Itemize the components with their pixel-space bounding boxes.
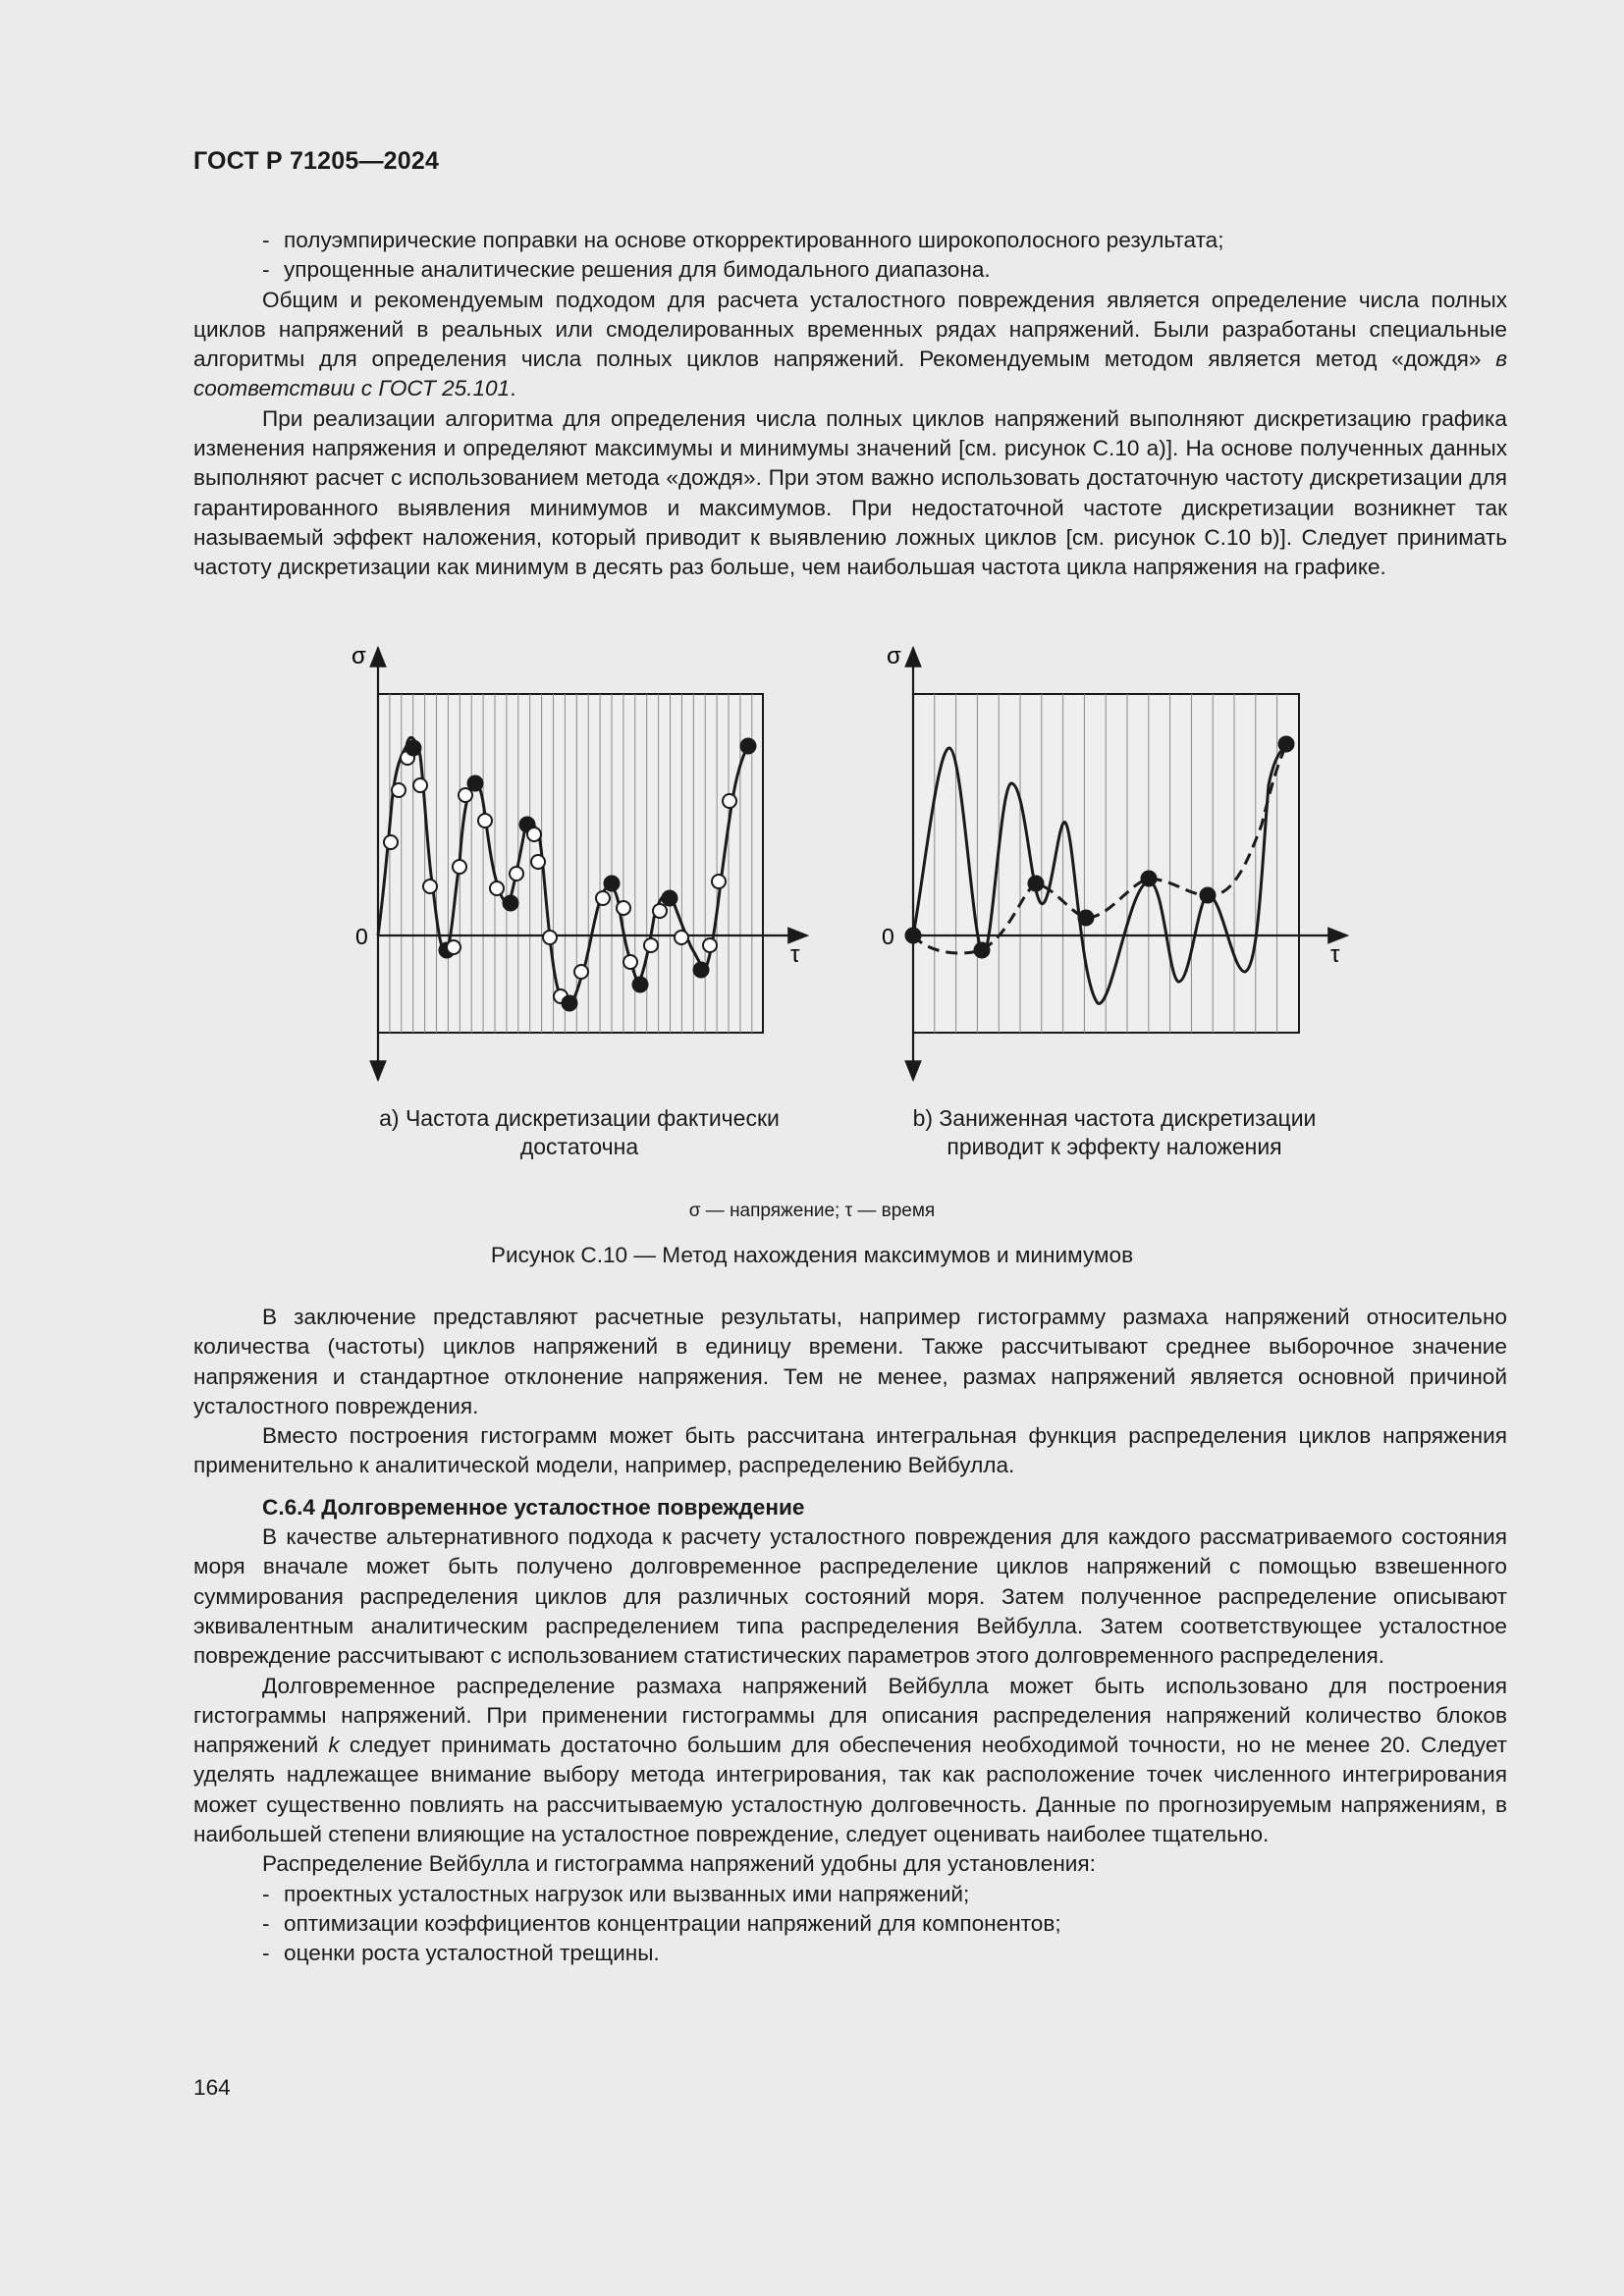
extremum-point (1201, 888, 1216, 903)
sample-point (459, 788, 472, 802)
sample-point (490, 881, 504, 895)
extremum-point (406, 741, 421, 756)
paragraph: В качестве альтернативного подхода к расчету усталостного повреждения для каждого рассматриваемого состояния моря вначале может быть получено долговременное распределение циклов напряжений с помощью взвешенного суммирования распределения циклов для различных состояний моря. Затем полученное распределение описывают эквивалентным аналитическим распределением типа распределения Вейбулла. Затем соответствующее усталостное повреждение рассчитывают с использованием статистических параметров этого долговременного распределения. (193, 1524, 1507, 1669)
extremum-point (1142, 872, 1157, 886)
list-item: - упрощенные аналитические решения для бимодального диапазона. (262, 257, 991, 283)
extremum-point (663, 891, 677, 906)
panel-a-tau-label: τ (790, 941, 800, 968)
chart-panel-a (352, 643, 807, 1080)
section-heading: С.6.4 Долговременное усталостное повреждение (262, 1494, 805, 1520)
extremum-point (906, 929, 921, 943)
sample-point (617, 901, 630, 915)
sample-point (675, 931, 688, 944)
sample-point (478, 814, 492, 828)
bottom-text-block (193, 1303, 1507, 1969)
extremum-point (563, 996, 577, 1011)
figure-title: Рисунок С.10 — Метод нахождения максимумов и минимумов (490, 1243, 1134, 1267)
sample-point (574, 965, 588, 979)
extremum-point (468, 776, 483, 791)
sample-point (453, 860, 466, 874)
list-item: - оценки роста усталостной трещины. (262, 1941, 660, 1966)
panel-b-origin-label: 0 (882, 924, 894, 949)
panel-b-tau-label: τ (1330, 941, 1340, 968)
sample-point (531, 855, 545, 869)
extremum-point (1279, 737, 1294, 752)
paragraph: Вместо построения гистограмм может быть рассчитана интегральная функция распределения циклов напряжения применительно к аналитической модели, например, распределению Вейбулла. (193, 1423, 1507, 1478)
paragraph: При реализации алгоритма для определения числа полных циклов напряжений выполняют дискретизацию графика изменения напряжения и определяют максимумы и минимумы значений [см. рисунок С.10 a)]. На основе полученных данных выполняют расчет с использованием метода «дождя». При этом важно использовать достаточную частоту дискретизации для гарантированного выявления минимумов и максимумов. При недостаточной частоте дискретизации возникнет так называемый эффект наложения, который приводит к выявлению ложных циклов [см. рисунок С.10 b)]. Следует принимать частоту дискретизации как минимум в десять раз больше, чем наибольшая частота цикла напряжения на графике. (193, 405, 1507, 580)
sample-point (447, 940, 460, 954)
list-item: - оптимизации коэффициентов концентрации напряжений для компонентов; (262, 1910, 1061, 1936)
list-item: - проектных усталостных нагрузок или вызванных ими напряжений; (262, 1881, 970, 1906)
panel-b-sigma-label: σ (887, 643, 901, 669)
panel-a-sigma-label: σ (352, 643, 366, 669)
chart-panel-b (882, 643, 1347, 1080)
extremum-point (504, 896, 518, 911)
sample-point (703, 938, 717, 952)
sample-point (644, 938, 658, 952)
figure-legend: σ — напряжение; τ — время (688, 1201, 936, 1221)
page-number: 164 (193, 2075, 231, 2100)
paragraph: В заключение представляют расчетные результаты, например гистограмму размаха напряжений относительно количества (частоты) циклов напряжений в единицу времени. Также рассчитывают среднее выборочное значение напряжения и стандартное отклонение напряжения. Тем не менее, размах напряжений является основной причиной усталостного повреждения. (193, 1305, 1507, 1418)
extremum-point (694, 963, 709, 978)
extremum-point (633, 978, 648, 992)
sample-point (543, 931, 557, 944)
extremum-point (1029, 877, 1044, 891)
extremum-point (741, 739, 756, 754)
paragraph: Долговременное распределение размаха напряжений Вейбулла может быть использовано для построения гистограммы напряжений. При применении гистограммы для описания распределения напряжений количество блоков напряжений k следует принимать достаточно большим для обеспечения необходимой точности, но не менее 20. Следует уделять надлежащее внимание выбору метода интегрирования, так как расположение точек численного интегрирования может существенно повлиять на рассчитываемую усталостную долговечность. Данные по прогнозируемым напряжениям, в наибольшей степени влияющие на усталостное повреждение, следует оценивать наиболее тщательно. (193, 1673, 1508, 1847)
sample-point (413, 778, 427, 792)
sample-point (510, 867, 523, 881)
extremum-point (605, 877, 620, 891)
sample-point (423, 880, 437, 893)
caption-a: a) Частота дискретизации фактически достаточна (379, 1105, 780, 1159)
top-text-block (193, 226, 1507, 583)
sample-point (653, 904, 667, 918)
sample-point (723, 794, 736, 808)
sample-point (596, 891, 610, 905)
paragraph: Распределение Вейбулла и гистограмма напряжений удобны для установления: (262, 1851, 1096, 1877)
extremum-point (975, 943, 990, 958)
list-item: - полуэмпирические поправки на основе откорректированного широкополосного результата; (262, 228, 1224, 252)
sample-point (623, 955, 637, 969)
sample-point (712, 875, 726, 888)
document-header: ГОСТ Р 71205—2024 (193, 147, 440, 175)
panel-a-origin-label: 0 (355, 924, 368, 949)
sample-point (384, 835, 398, 849)
sample-point (392, 783, 406, 797)
paragraph: Общим и рекомендуемым подходом для расчета усталостного повреждения является определение числа полных циклов напряжений в реальных или смоделированных временных рядах напряжений. Были разработаны специальные алгоритмы для определения числа полных циклов напряжений. Рекомендуемым методом является метод «дождя» в соответствии с ГОСТ 25.101. (193, 287, 1507, 401)
sample-point (527, 828, 541, 841)
extremum-point (1079, 911, 1094, 926)
caption-b: b) Заниженная частота дискретизации приводит к эффекту наложения (912, 1105, 1317, 1159)
